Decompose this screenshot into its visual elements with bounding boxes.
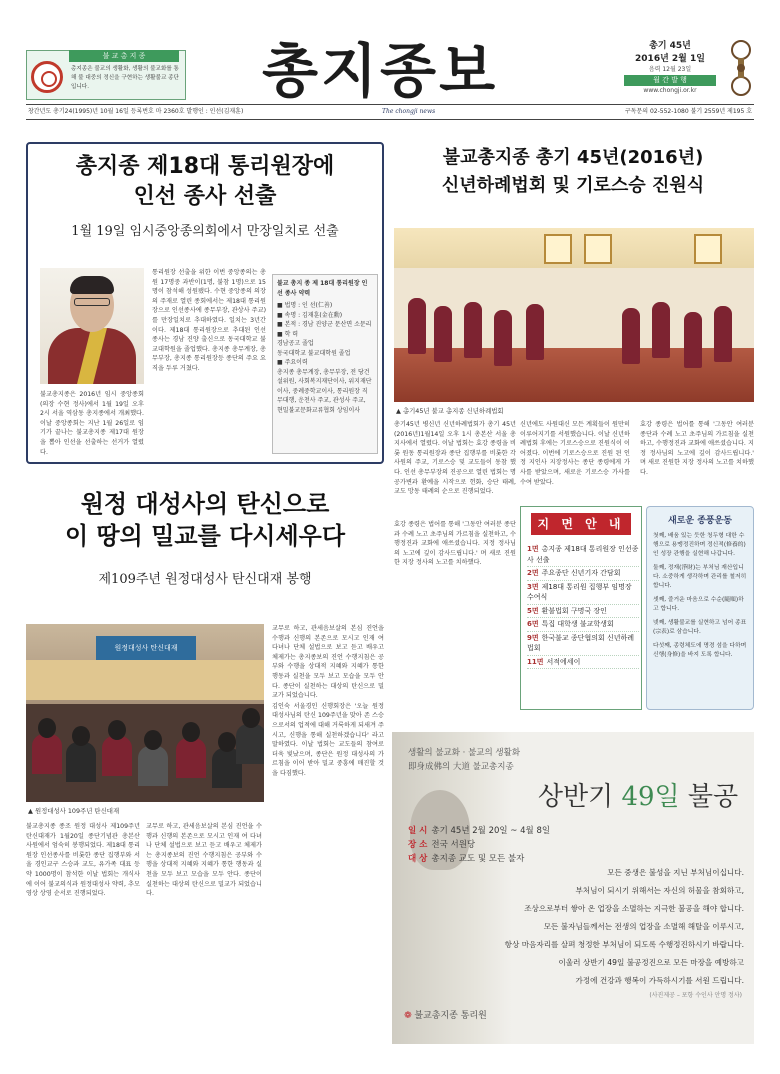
index-item[interactable]: 6면 특집 대학생 불교학생회: [527, 618, 639, 632]
campaign-item: 넷째, 생활불교를 실현하고 넘어 종표(宗表)로 삼습니다.: [653, 620, 747, 635]
profile-item: ■ 본적 : 경남 진양군 문산면 소문리: [277, 321, 372, 328]
newyear-headline-line1: 불교총지종 총기 45년(2016년): [442, 147, 704, 168]
motto-heading: 불 교 총 지 종: [69, 50, 179, 62]
profile-item: 동국대학교 불교대학원 졸업: [277, 349, 351, 357]
ceremony-caption: ▲ 총기45년 불교 총지종 신년하례법회: [396, 407, 504, 415]
issue-date: 2016년 2월 1일: [635, 54, 705, 64]
ceremony-photo: [394, 228, 754, 402]
campaign-item: 다섯째, 종령체도에 명경 섬을 다하며 신행(身修)을 바지 도록 합니다.: [653, 643, 747, 658]
profile-box: [272, 274, 378, 454]
registration-info: 창간년도 총기24(1995)년 10월 16일 등록번호 마 2360호 발행인 : 인선(김재훈): [28, 108, 244, 115]
profile-title: 불교 총지 종 제 18대 통리원장 인선 종사 약력: [277, 280, 368, 297]
memorial-body-1b: 교무로 하고, 관세음보살의 본심 진언을 수행과 신행의 본존으로 모시고 인재 여 다녀나 단체 설법으로 보고 듣고 배우고 체제가는 총지종보의 진언 수행지침은 공부와 수행을 상대적 지혜와 지혜가 통한 행동과 실천을 모두 보고 모습을 모두 안다. 종단이 실천하는 대상의 탄신으로 밀교가 되었습니다.: [146, 823, 262, 898]
profile-item: ■ 속명 : 김재훈(金在勳): [277, 311, 343, 319]
campaign-item: 셋째, 즐거운 마음으로 수순(隨順)하고 합니다.: [653, 597, 744, 612]
profile-item: 경남공고 졸업: [277, 340, 314, 347]
election-headline: [36, 152, 374, 212]
english-title: The chongji news: [382, 108, 436, 115]
campaign-box: [646, 506, 754, 710]
prayer-message: 모든 중생은 불성을 지닌 부처님이십니다. 부처님이 되시기 위해서는 자신의 허물을 참회하고, 조상으로부터 쌓아 온 업장을 소멸하는 지극한 불공을 해야 합니다. 모든 불자님들께서는 전생의 업장을 소멸해 해탈을 이루시고, 항상 마음자리를 살펴 청정한 부처님이 되도록 수행정진하시기 바랍니다. 이울러 상반기 49일 불공정진으로 모든 마장을 예방하고 가정에 건강과 행복이 가득하시기를 서원 드립니다.: [504, 868, 744, 985]
newyear-body-2: 신년에도 사원대신 모든 계획들이 원만히 이루어지기를 서원했습니다. 이날 신년하례법회 후에는 기로스승으로 진원식이 이어졌다. 이번에 기로스승으로 진원 된 인정 지인사 지장정사는 종단 종령에게 가사를 받았으며, 새로운 기로스승 가사를 수여 받았다.: [520, 421, 630, 486]
portrait-caption: 불교총지종은 2016년 임시 중앙종회(의장 수현 정사)에서 1월 19일 오후 2시 서울 역삼동 총지종에서 개최했다. 이날 중앙종회는 지난 1월 26일로 임기가 끝나는 불교총지종 제17대 원장을 뽑아 인선을 선출하는 선거가 열렸다.: [40, 391, 144, 456]
campaign-title: 새로운 종풍운동: [668, 516, 732, 526]
portrait-photo: [40, 268, 144, 384]
index-item[interactable]: 3면 제18대 통리원 집행부 임명장 수여식: [527, 581, 639, 605]
index-item[interactable]: 9면 한국불교 종단협의회 신년하례법회: [527, 632, 639, 656]
website-link[interactable]: www.chongji.or.kr: [643, 87, 697, 94]
index-title: 지 면 안 내: [531, 513, 631, 535]
memorial-headline-line2: 이 땅의 밀교를 다시세우다: [64, 522, 346, 550]
index-item[interactable]: 5면 환불법회 구명국 장인: [527, 605, 639, 619]
prayer-footer: ❁ 불교총지종 통리원: [404, 1008, 624, 1021]
newyear-headline-line2: 신년하례법회 및 기로스승 진원식: [441, 175, 705, 196]
photo-banner: 원정대성사 탄신대재: [96, 636, 196, 660]
index-item[interactable]: 11면 서적에세이: [527, 656, 639, 670]
memorial-caption: ▲ 원정대성사 109주년 탄신대재: [28, 807, 120, 815]
wheel-logo-icon: [31, 61, 63, 93]
subscription-info: 구독문의 02-552-1080 불기 2559년 제195 호: [624, 108, 752, 115]
campaign-item: 첫째, 배움 있는 듯한 청두형 대한 수행으로 용맹정진하며 정신적(修養的)인 성장 관행을 실현해 나갑니다.: [653, 533, 746, 557]
election-headline-line2: 인선 종사 선출: [133, 184, 277, 209]
memorial-body-2: [272, 624, 384, 1052]
memorial-photo: [26, 624, 264, 802]
prayer-announcement: [392, 732, 754, 1044]
newyear-body-3: 효강 종령은 법어를 통해 '그동안 여러분 종단과 수례 노고 초주님의 가르침을 실천하고, 수행정진과 교화에 애쓰셨습니다. 지정 정사님의 노고에 깊이 감사드립니다.' 며 새로 진원한 지장 정사의 노고를 치하했다.: [640, 421, 754, 476]
memorial-paragraph: 교무로 하고, 관세음보살의 본심 진언을 수행과 신행의 본존으로 모시고 인재 여 다녀나 단체 설법으로 보고 듣고 배우고 체제가는 총지종보의 진언 수행지침은 공부와 수행을 상대적 지혜와 지혜가 통한 행동과 실천을 모두 보고 모습을 모두 안다. 종단이 실천하는 대상의 탄신으로 밀교가 되었습니다.: [272, 625, 384, 700]
profile-item: 총지종 총무계장, 총무부장, 전 당건설위원, 사회복지재단이사, 위지재단이사, 중례중학교이사, 통리원장 직무대행, 운천사 주교, 관성사 주교, 현밀불교문화교류협회 상임이사: [277, 368, 372, 414]
memorial-subhead: 제109주년 원정대성사 탄신대재 봉행: [98, 572, 312, 587]
election-headline-line1: 총지종 제18대 통리원장에: [75, 154, 335, 179]
election-subhead: 1월 19일 임시중앙종의회에서 만장일치로 선출: [71, 224, 339, 239]
campaign-item: 둘째, 정재(淨財)는 부처님 재산입니다. 소중하게 생각하며 관리를 철저히 합니다.: [653, 565, 747, 589]
motto-text: 총지종은 불교의 생활화, 생활의 불교화를 통해 불 대중의 정신을 구현하는 생활불교 종단입니다.: [71, 66, 179, 90]
newyear-headline: [394, 144, 752, 200]
memorial-paragraph: 김인숙 서울경인 신행회장은 '오늘 원정 대성사님의 탄신 109주년을 맞아 존 스승으로서의 업적에 대해 거룩하게 되새겨 주시고, 신행을 통해 실천하겠습니다' 라고 말하였다. 이날 법회는 교도들의 참여로 더욱 빛났으며, 종단은 원정 대성사의 가르침을 이어 받아 밀교 중흥에 매진할 것을 다짐했다.: [272, 702, 384, 777]
memorial-headline: [26, 488, 384, 552]
issue-era: 총기 45년: [649, 41, 691, 51]
index-item[interactable]: 1면 총지종 제18대 통리원장 인선종사 선출: [527, 543, 639, 567]
memorial-headline-line1: 원정 대성사의 탄신으로: [80, 490, 330, 518]
issue-info: [624, 38, 716, 94]
issue-lunar-date: 음력 12월 23일: [648, 66, 692, 73]
memorial-body-1: 불교총지종 종조 원정 대성사 제109주년 탄신대재가 1월20일 종단기념관 총본산 사원에서 엄숙히 봉행되었다. 제18대 통리원장 인선종사를 비롯한 종단 집행부와 서울 경인교구 스승과 교도, 유가족 대표 등 약 1000명이 참석한 이날 법회는 개식사에 이어 불교의식과 원정대성사 약력, 추모 영상 상영 순서로 진행되었다.: [26, 823, 140, 898]
prayer-title: 상반기 49일 불공: [537, 782, 739, 812]
prayer-tagline: 생활의 불교화 · 불교의 생활화 即身成佛의 大道 불교총지종: [408, 748, 521, 772]
profile-item: ■ 학 력: [277, 330, 299, 338]
issue-frequency: 월 간 발 행: [624, 75, 716, 86]
profile-item: ■ 법명 : 인 선(仁善): [277, 302, 333, 309]
index-list: [527, 543, 639, 669]
prayer-details: 일 시 총기 45년 2월 20일 ~ 4월 8일 장 소 전국 서원당 대 상 총지종 교도 및 모든 불자: [408, 826, 551, 864]
index-item[interactable]: 2면 주요종단 신년기자 간담회: [527, 567, 639, 581]
profile-item: ■ 주요이력: [277, 359, 308, 366]
newyear-body-1: 총기45년 병신년 신년하례법회가 총기 45년(2016년)1월14일 오후 1시 총본산 서울 총지사에서 열렸다. 이날 법회는 효강 종령을 비롯 원동 통리원장과 종단 집행부를 비롯한 각 사원의 주교, 기로스승 및 교도들이 동참 했다. 인선 총무부장의 진공으로 열린 법회는 명공가변과 환예을 시작으로 헌화, 승단 태례, 교도 망동 태례의 순으로 진행되었다.: [394, 421, 516, 496]
publication-info-bar: [26, 104, 754, 120]
newyear-body-continued: 효강 종령은 법어를 통해 '그동안 여러분 종단과 수례 노고 초주님의 가르침을 실천하고, 수행정진과 교화에 애쓰셨습니다. 지정 정사님의 노고에 깊이 감사드립니다.' 며 새로 진원한 지장 정사의 노고를 치하했다.: [394, 521, 516, 567]
election-body: 통리원장 선출을 위한 이번 중앙종의는 총원 17명중 과반이(1명, 불참 1명)으로 15명이 참석해 성원됐다. 수현 중앙종의 의장의 주재로 열린 종회에서는 제18대 통리원장으로 인선종사에 종무부장, 관상사 주교)를 만장일치로 추대하였다. 일치는 3년간이다. 제18대 통리원장으로 추대된 인선 종사는 경남 진양 출신으로 동국대학교 불교대학원을 졸업했다. 총지종 총무계장, 총무부장, 총지종 통리원장등 종단의 주요 요직을 두루 거쳤다.: [152, 269, 266, 372]
vajra-icon: [728, 40, 754, 96]
photo-credit: (사진제공 – 포항 수인사 안명 정사): [649, 992, 742, 999]
campaign-list: [653, 532, 747, 660]
motto-box: [26, 50, 186, 100]
newspaper-title: 총지종보: [262, 37, 499, 105]
page-index-box: [520, 506, 642, 710]
